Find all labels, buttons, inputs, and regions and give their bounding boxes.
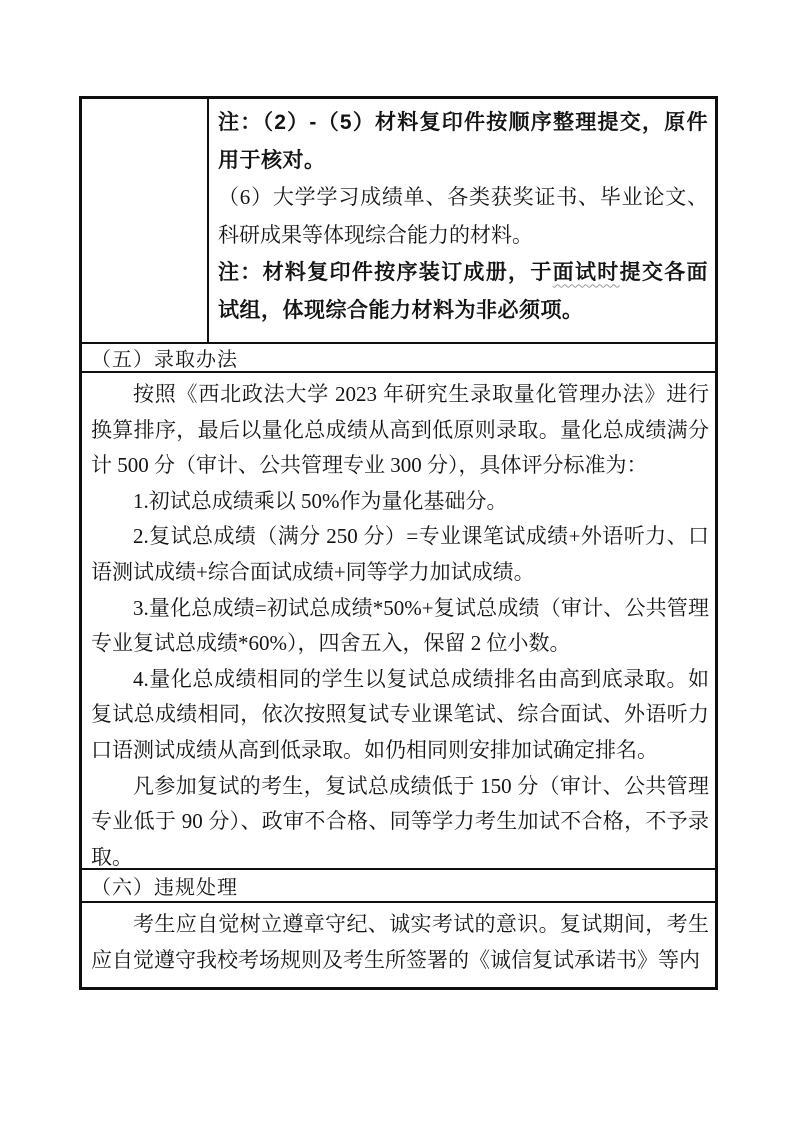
violation-handling-body [82, 903, 715, 987]
body-paragraph-threshold: 凡参加复试的考生，复试总成绩低于 150 分（审计、公共管理专业低于 90 分）、政审不合格、同等学力考生加试不合格，不予录取。 [91, 773, 709, 869]
materials-note-row [82, 99, 715, 344]
note-binding-wavy-underlined: 面试时 [552, 261, 620, 285]
body-paragraph-rule3: 3.量化总成绩=初试总成绩*50%+复试总成绩（审计、公共管理专业复试总成绩*60%），四舍五入，保留 2 位小数。 [91, 595, 709, 656]
note-paragraph-copies-order: 注：（2）-（5）材料复印件按顺序整理提交，原件用于核对。 [218, 111, 708, 172]
admission-notice-table [79, 96, 718, 990]
body-paragraph-intro: 按照《西北政法大学 2023 年研究生录取量化管理办法》进行换算排序，最后以量化总成绩从高到低原则录取。量化总成绩满分计 500 分（审计、公共管理专业 300 分），具体评分标准为： [91, 382, 709, 478]
section-heading-violation-handling: （六）违规处理 [82, 870, 715, 903]
note-binding-after: 提交各面试组，体现综合能力材料为非必须项。 [218, 261, 709, 322]
empty-side-cell [82, 99, 209, 342]
materials-note-cell [209, 99, 715, 342]
body-paragraph-rule2: 2.复试总成绩（满分 250 分）=专业课笔试成绩+外语听力、口语测试成绩+综合面试成绩+同等学力加试成绩。 [91, 524, 709, 584]
section-heading-admission-method: （五）录取办法 [82, 344, 715, 373]
admission-method-body [82, 373, 715, 870]
note-binding-before: 注：材料复印件按序装订成册，于 [218, 261, 553, 285]
body-paragraph-rule1: 1.初试总成绩乘以 50%作为量化基础分。 [133, 488, 508, 513]
body-paragraph-violation: 考生应自觉树立遵章守纪、诚实考试的意识。复试期间，考生应自觉遵守我校考场规则及考生所签署的《诚信复试承诺书》等内 [91, 912, 709, 972]
note-paragraph-binding [218, 254, 708, 329]
note-paragraph-item6: （6）大学学习成绩单、各类获奖证书、毕业论文、科研成果等体现综合能力的材料。 [218, 185, 708, 247]
body-paragraph-rule4: 4.量化总成绩相同的学生以复试总成绩排名由高到底录取。如复试总成绩相同，依次按照复试专业课笔试、综合面试、外语听力口语测试成绩从高到低录取。如仍相同则安排加试确定排名。 [91, 666, 709, 762]
